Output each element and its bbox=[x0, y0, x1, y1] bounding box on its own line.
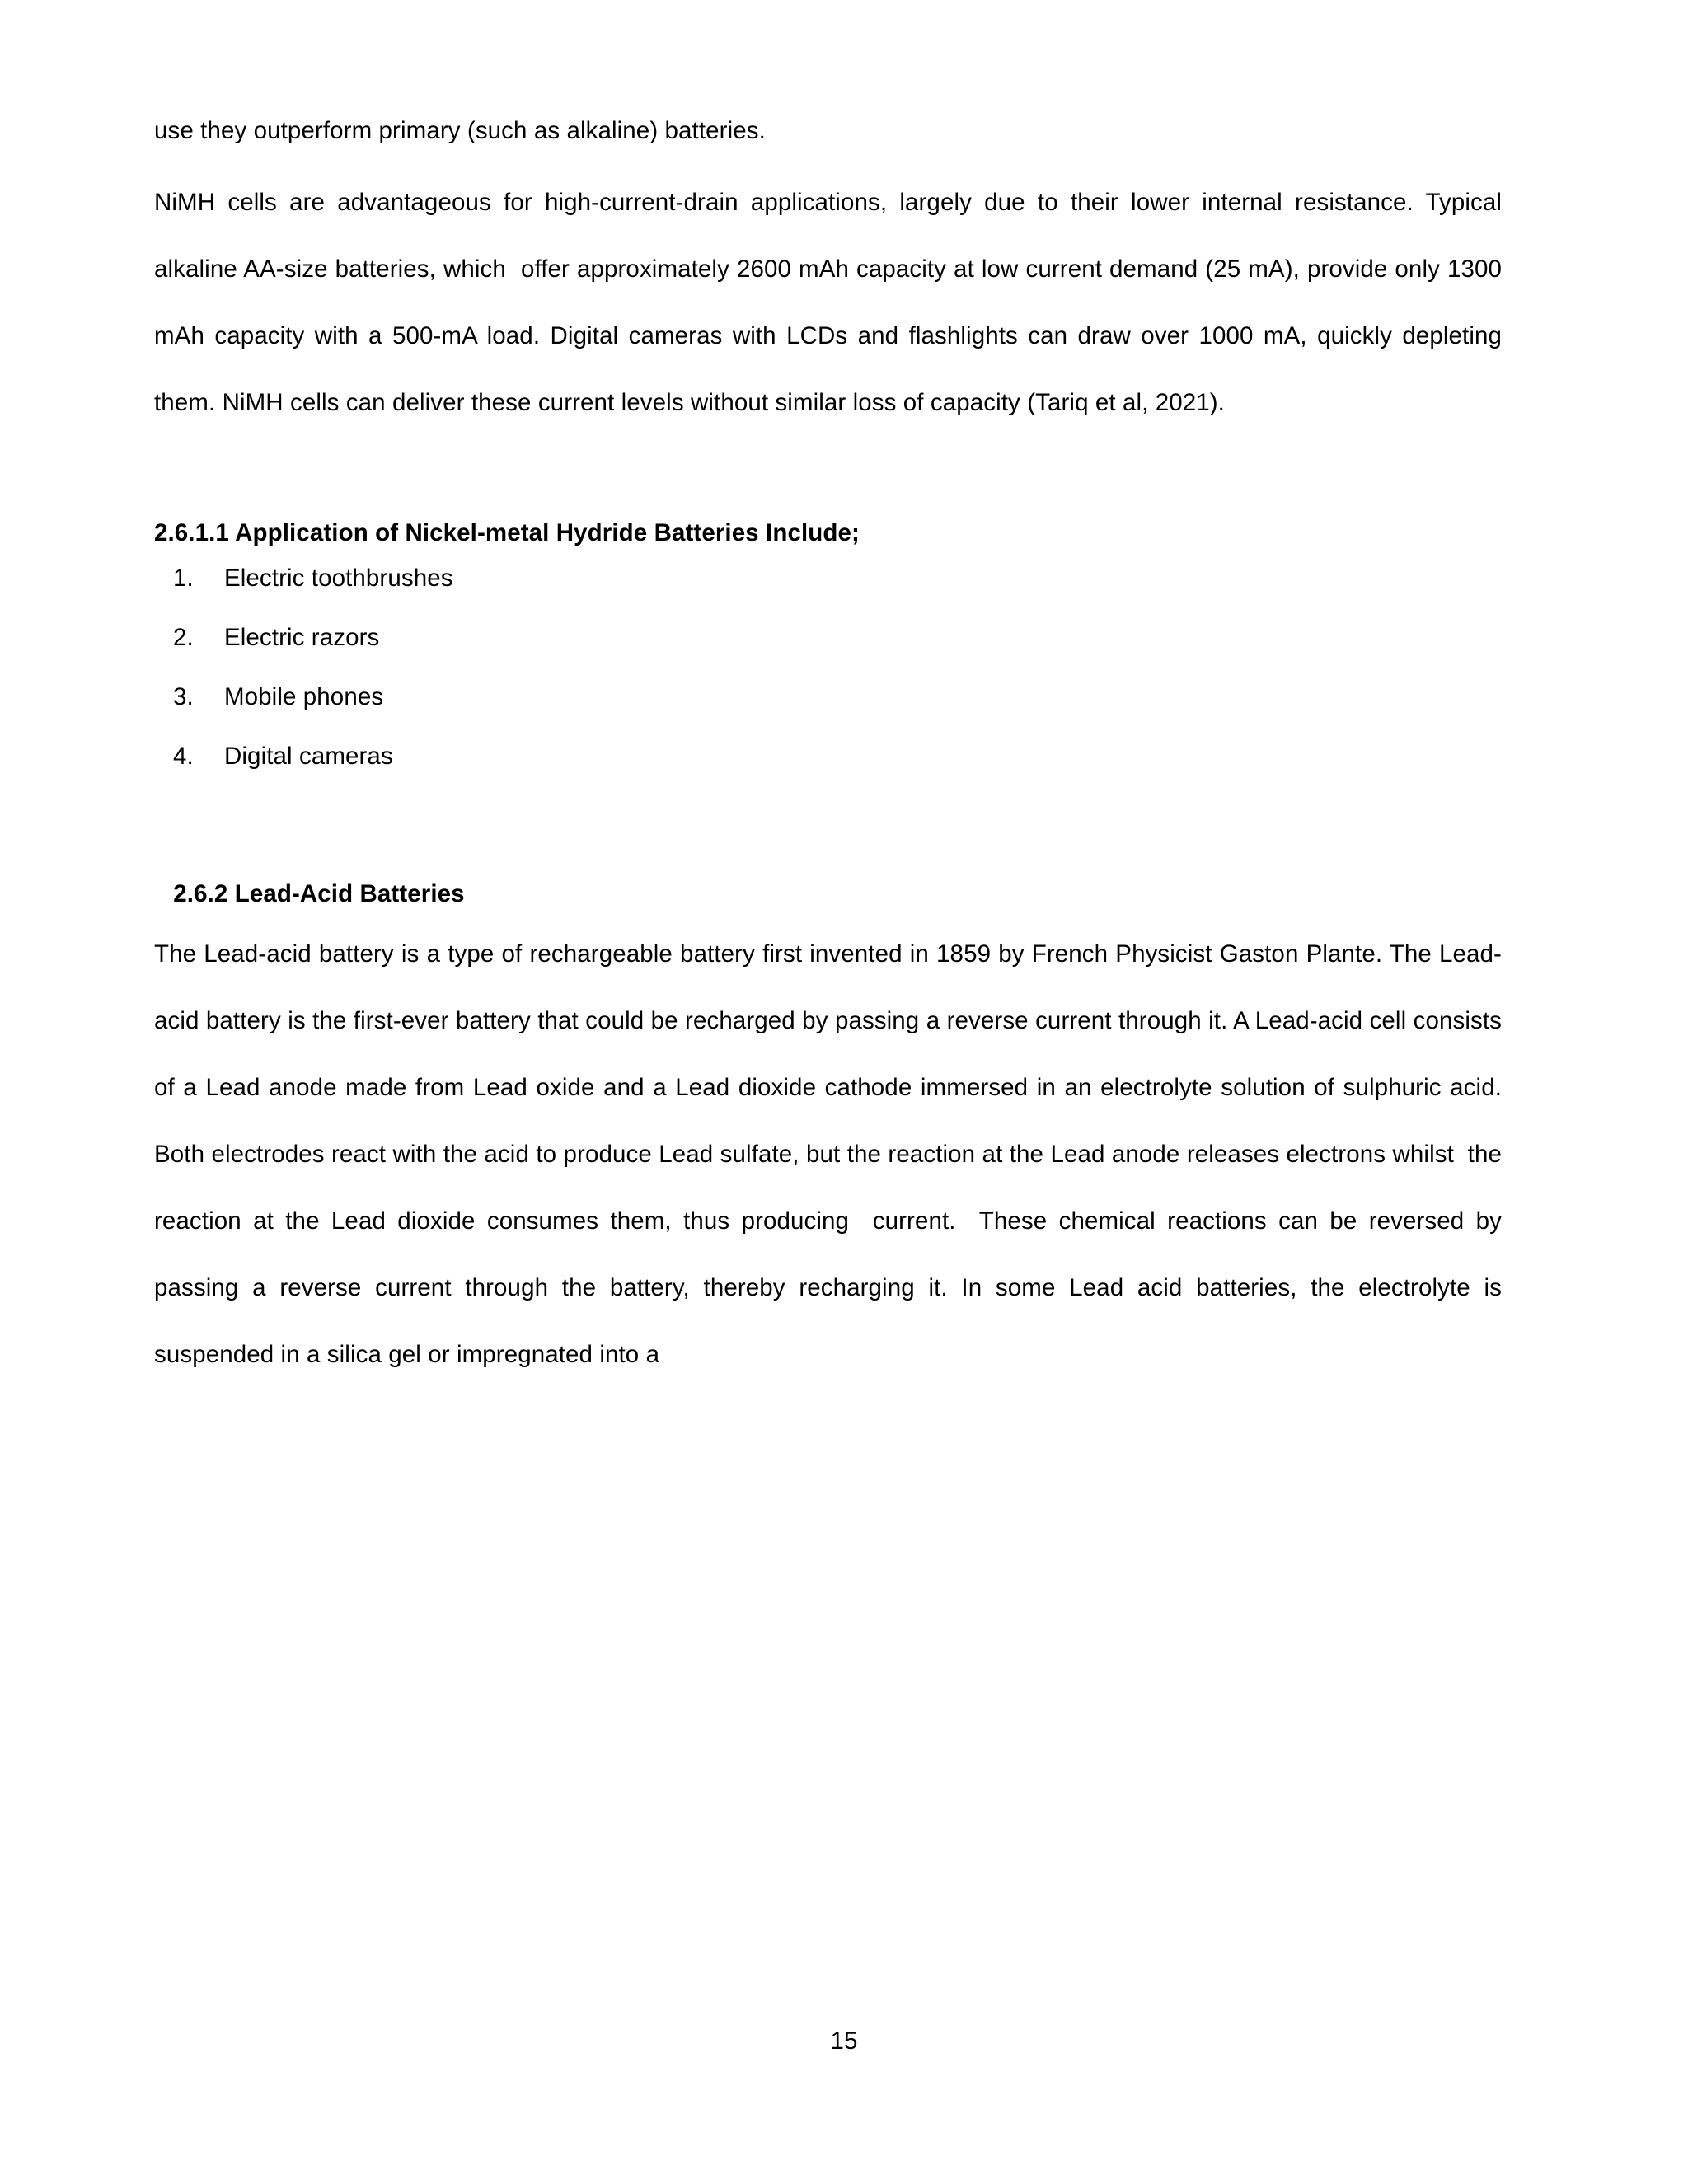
heading-2-6-2: 2.6.2 Lead-Acid Batteries bbox=[166, 880, 465, 907]
application-list bbox=[154, 560, 1502, 797]
heading-2-6-1-1: 2.6.1.1 Application of Nickel-metal Hydride Batteries Include; bbox=[154, 519, 860, 546]
list-item-label: Electric toothbrushes bbox=[224, 565, 453, 592]
list-item-label: Mobile phones bbox=[224, 683, 384, 710]
list-item-number: 1. bbox=[173, 565, 194, 592]
paragraph-nimh: NiMH cells are advantageous for high-current-drain applications, largely due to their lower internal resistance. Typical alkaline AA-size batteries, which offer approximately 2600 mAh capacity at low current demand (25 mA), provide only 1300 mAh capacity with a 500-mA load. Digital cameras with LCDs and flashlights can draw over 1000 mA, quickly depleting them. NiMH cells can deliver these current levels without similar loss of capacity (Tariq et al, 2021). bbox=[154, 189, 1509, 416]
list-item-label: Electric razors bbox=[224, 624, 380, 651]
list-item bbox=[154, 678, 1502, 738]
list-item bbox=[154, 560, 1502, 619]
paragraph-lead-acid: The Lead-acid battery is a type of rechargeable battery first invented in 1859 by French Physicist Gaston Plante. The Lead-acid battery is the first-ever battery that could be recharged by passing a reverse current through it. A Lead-acid cell consists of a Lead anode made from Lead oxide and a Lead dioxide cathode immersed in an electrolyte solution of sulphuric acid. Both electrodes react with the acid to produce Lead sulfate, but the reaction at the Lead anode releases electrons whilst the reaction at the Lead dioxide consumes them, thus producing current. These chemical reactions can be reversed by passing a reverse current through the battery, thereby recharging it. In some Lead acid batteries, the electrolyte is suspended in a silica gel or impregnated into a bbox=[154, 940, 1509, 1368]
paragraph-continuation: use they outperform primary (such as alkaline) batteries. bbox=[154, 117, 766, 144]
list-item-label: Digital cameras bbox=[224, 743, 393, 770]
page-content bbox=[154, 97, 1509, 1388]
list-item bbox=[154, 619, 1502, 678]
spacer bbox=[154, 436, 1502, 512]
list-item-number: 3. bbox=[173, 683, 194, 710]
spacer bbox=[154, 797, 1502, 873]
page-number: 15 bbox=[830, 2027, 858, 2055]
list-item-number: 2. bbox=[173, 624, 194, 651]
list-item-number: 4. bbox=[173, 743, 194, 770]
list-item bbox=[154, 738, 1502, 797]
